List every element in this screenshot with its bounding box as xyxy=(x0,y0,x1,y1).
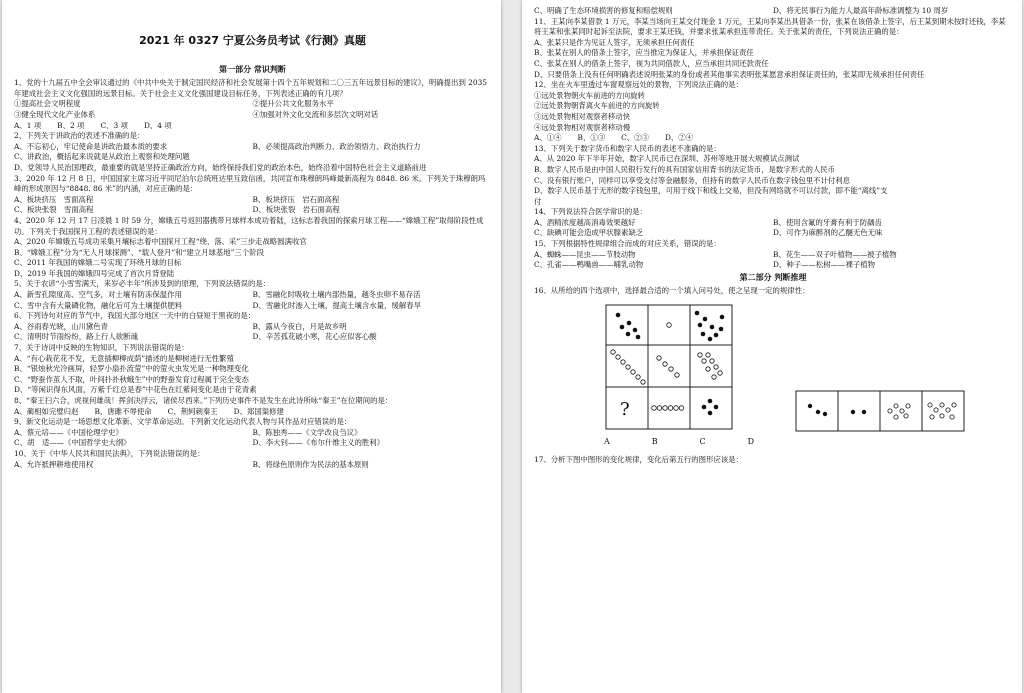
q15-row xyxy=(534,250,1012,261)
q14-row xyxy=(534,218,1012,229)
q1-option: C、3 项 xyxy=(100,120,128,130)
cell-6-dots xyxy=(698,353,722,379)
option-label-a: A xyxy=(604,436,610,446)
paper-title: 2021 年 0327 宁夏公务员考试《行测》真题 xyxy=(139,34,366,47)
q6-option: A、谷雨春光晓，山川黛色青 xyxy=(14,321,109,331)
question-14-stem: 14、下列说法符合医学常识的是： xyxy=(534,207,647,217)
q16-options-figure xyxy=(794,389,994,433)
q2-option: D、党领导人民治国理政，最重要的就是坚持正确政治方向，始终保持我们党的政治本色，始终沿着中国特色社会主义道路前进 xyxy=(14,162,427,172)
option-label-d: D xyxy=(747,436,754,446)
option-label-b: B xyxy=(651,436,658,446)
q5-row xyxy=(14,301,491,312)
q11-option: D、只要借条上没有任何明确表述说明张某的身份或者其他事实表明张某愿意承担保证责任的，张某即无须承担任何责任 xyxy=(534,69,925,79)
q3-row xyxy=(14,195,491,206)
q8-options xyxy=(14,407,491,418)
q7-option: A、“有心栽花花不发，无意插柳柳成荫”描述的是柳树进行无性繁殖 xyxy=(14,353,234,363)
q9-option: D、李大钊——《布尔什维主义的胜利》 xyxy=(252,438,385,448)
q12-option: B、①③ xyxy=(577,133,606,143)
q5-row xyxy=(14,290,491,301)
question-16-stem: 16、从所给的四个选项中，选择最合适的一个填入问号处，使之呈现一定的规律性： xyxy=(534,286,810,296)
question-2-stem: 2、下列关于讲政治的表述不准确的是： xyxy=(14,131,145,141)
cell-3-dots xyxy=(695,311,725,342)
q2-option: A、不忘初心，牢记使命是讲政治最本质的要求 xyxy=(14,141,168,151)
q6-option: D、辛苦孤花破小寒，花心应似客心酸 xyxy=(252,332,377,342)
q4-option: D、2019 年我国的嫦娥四号完成了首次月背登陆 xyxy=(14,268,175,278)
q5-option: C、雪中含有大量磷化物，融化后可为土壤提供肥料 xyxy=(14,300,183,310)
q10-row xyxy=(534,6,1012,17)
cell-1-dots xyxy=(616,313,641,340)
option-label-c: C xyxy=(699,436,706,446)
q12-option: A、①④ xyxy=(534,133,562,143)
question-8-stem: 8、“秦王扫六合，虎视何雄哉！挥剑决浮云，诸侯尽西来。”下列历史事件不是发生在此诗所咏“秦王”在位期间的是： xyxy=(14,396,393,405)
q12-item: ①远处景物朝火车前进的方向旋转 xyxy=(534,90,645,100)
q6-row xyxy=(14,322,491,333)
question-6-stem: 6、下列诗句对应的节气中，我国大部分地区一天中的白昼短于黑夜的是： xyxy=(14,311,256,321)
q15-option: C、孔雀——鸭嘴兽——哺乳动物 xyxy=(534,260,644,270)
q1-option: B、2 项 xyxy=(57,120,85,130)
q13-option: A、从 2020 年下半年开始，数字人民币已在深圳、苏州等地开展大规模试点测试 xyxy=(534,154,800,164)
question-5-stem: 5、关于农谚“小雪雪满天，来岁必丰年”所涉及到的原理，下列说法错误的是： xyxy=(14,279,271,289)
option-d-dots xyxy=(928,403,956,419)
q12-item: ③远处景物相对观察者移动快 xyxy=(534,111,631,121)
left-page xyxy=(2,0,501,693)
q12-options xyxy=(534,133,1012,144)
q5-option: A、新雪孔隙度高、空气多，对土壤有防冻保温作用 xyxy=(14,290,182,300)
cell-5-dots xyxy=(657,356,679,377)
q15-option: D、种子——松树——裸子植物 xyxy=(773,260,876,270)
q12-option: D、②④ xyxy=(664,133,694,143)
grid-cell xyxy=(648,345,690,387)
q14-row xyxy=(534,228,1012,239)
q4-option: C、2011 年我国的嫦娥二号实现了环绕月球的目标 xyxy=(14,258,182,268)
q2-row xyxy=(14,142,491,153)
q15-option: A、蜘蛛——昆虫——节肢动物 xyxy=(534,249,636,259)
q15-option: B、花生——双子叶植物——被子植物 xyxy=(773,249,897,259)
q10-option: C、明确了生态环境损害的修复和赔偿规则 xyxy=(534,6,673,15)
q9-option: C、胡 适——《中国哲学史大纲》 xyxy=(14,438,131,448)
grid-cell xyxy=(606,305,648,345)
option-box-d xyxy=(922,391,964,431)
q15-row xyxy=(534,260,1012,271)
q10-option: D、将无民事行为能力人最高年龄标准调整为 10 周岁 xyxy=(773,6,949,15)
q9-option: A、蔡元培——《中国伦理学史》 xyxy=(14,427,123,437)
option-box-b xyxy=(838,391,880,431)
q9-option: B、陈独秀——《文学改良刍议》 xyxy=(252,427,362,437)
q9-row xyxy=(14,438,491,449)
question-13-stem: 13、下列关于数字货币和数字人民币的表述不准确的是： xyxy=(534,143,721,153)
q2-option: C、讲政治，概括起来说就是从政治上观察和处理问题 xyxy=(14,152,190,162)
q4-option: B、“嫦娥工程”分为“无人月球探测”、“载人登月”和“建立月球基地”三个阶段 xyxy=(14,247,264,257)
q1-option: A、1 项 xyxy=(14,120,42,130)
question-10-stem: 10、关于《中华人民共和国民法典》，下列说法错误的是： xyxy=(14,448,205,458)
question-17-stem: 17、分析下图中图形的变化规律，变化后第五行的图形应该是： xyxy=(534,455,743,465)
grid-cell xyxy=(690,387,732,429)
q10-option: A、允许抵押耕地使用权 xyxy=(14,459,94,469)
option-box-c xyxy=(880,391,922,431)
cell-8-dots xyxy=(652,406,684,411)
q5-option: B、雪融化时吸收土壤内部热量，越冬虫卵不易存活 xyxy=(252,290,421,300)
section-heading-1: 第一部分 常识判断 xyxy=(219,64,286,74)
q8-option: D、郑国渠修建 xyxy=(233,406,284,416)
q13-option: B、数字人民币是由中国人民银行发行的具有国家信用背书的法定货币，是数字形式的人民币 xyxy=(534,164,836,174)
q14-option: A、酒精浓度越高消毒效果越好 xyxy=(534,217,636,227)
q3-option: B、板块挤压 岩石面高程 xyxy=(252,194,340,204)
question-7-stem: 7、关于诗词中反映的生物知识，下列说法错误的是： xyxy=(14,343,189,353)
q1-item: ②提升公共文化服务水平 xyxy=(252,99,334,109)
q1-item: ③健全现代文化产业体系 xyxy=(14,109,96,119)
q11-option: A、张某只是作为见证人签字，无须承担任何责任 xyxy=(534,37,695,47)
question-11-stem: 11、王某向李某借款 1 万元，李某当场向王某交付现金 1 万元，王某向李某出具借条一份，张某在该借条上签字，后王某到期未按时还钱，李某将王某和张某同时起诉至法院，要求王某还钱，并要求张某承担连带责任。关于张某的责任，下列说法正确的是： xyxy=(534,16,1006,37)
q11-option: C、张某在别人的借条上签字，视为共同借款人，应当承担共同还款责任 xyxy=(534,58,769,68)
question-3-stem: 3、2020 年 12 月 8 日，中国国家主席习近平同尼泊尔总统班达里互致信函，共同宣布珠穆朗玛峰最新高程为 8848. 86 米。下列关于珠穆朗玛峰的形成原因与“8848. 86 米”的内涵，对应正确的是： xyxy=(14,173,486,194)
q7-option: C、“野蚕作茧人不取，叶间扑扑秋蛾生”中的野蚕发育过程属于完全变态 xyxy=(14,374,249,384)
q13-option: C、没有银行账户，同样可以享受支付等金融服务，但持有的数字人民币在数字钱包里不计付利息 xyxy=(534,175,851,185)
q2-option: B、必须提高政治判断力、政治领悟力、政治执行力 xyxy=(252,141,421,151)
question-1-stem: 1、党的十九届五中全会审议通过的《中共中央关于制定国民经济和社会发展第十四个五年规划和二〇三五年远景目标的建议》，明确提出到 2035 年建成社会主义文化强国的远景目标。关于社会主义文化强国建设目标任务，下列表述正确的有几项？ xyxy=(14,78,487,98)
cell-2-dots xyxy=(667,323,672,328)
q1-item: ①提高社会文明程度 xyxy=(14,99,81,109)
q1-item: ④加强对外文化交流和多层次文明对话 xyxy=(252,109,379,119)
q5-option: D、雪融化时渗入土壤，提高土壤含水量，缓解春旱 xyxy=(252,300,422,310)
q13-option: D、数字人民币基于无形的数字钱包里，可用于线下和线上交易，但没有网络就不可以付款，即不能“离线”支 xyxy=(534,186,888,196)
q3-option: A、板块挤压 雪面高程 xyxy=(14,194,94,204)
q8-option: A、蔺相如完璧归赵 xyxy=(14,406,79,416)
q14-option: C、缺碘可能会造成甲状腺素缺乏 xyxy=(534,228,644,238)
grid-cell xyxy=(648,305,690,345)
q7-option: B、“银烛秋光冷画屏，轻罗小扇扑流萤”中的萤火虫发光是一种物理变化 xyxy=(14,364,249,374)
q4-option: A、2020 年嫦娥五号成功采集月壤标志着中国探月工程“绕、落、采”三步走战略圆满收官 xyxy=(14,237,307,247)
q16-option-labels xyxy=(604,437,754,448)
q9-row xyxy=(14,428,491,439)
q10-row xyxy=(14,460,491,471)
option-a-dots xyxy=(808,404,827,416)
cell-4-dots xyxy=(611,350,645,384)
cell-9-dots xyxy=(702,399,719,416)
question-1-items-row xyxy=(14,110,491,121)
option-b-dots xyxy=(851,410,866,414)
q3-option: D、板块张裂 岩石面高程 xyxy=(252,205,340,215)
q3-option: C、板块张裂 雪面高程 xyxy=(14,205,94,215)
q13-option-continued: 付 xyxy=(534,196,542,206)
q8-option: B、唐雎不辱使命 xyxy=(94,406,152,416)
q6-row xyxy=(14,332,491,343)
question-9-stem: 9、新文化运动是一场思想文化革新、文学革命运动。下列新文化运动代表人物与其作品对应错误的是： xyxy=(14,417,352,427)
q11-option: B、张某在别人的借条上签字，应当推定为保证人，并承担保证责任 xyxy=(534,48,754,58)
q16-figure-grid xyxy=(604,303,744,433)
q3-row xyxy=(14,205,491,216)
grid-cell xyxy=(690,345,732,387)
q6-option: C、清明时节雨纷纷，路上行人欲断魂 xyxy=(14,332,138,342)
q12-item: ④远处景物相对观察者移动慢 xyxy=(534,122,631,132)
q14-option: B、使用含氟的牙膏有利于防龋齿 xyxy=(773,217,882,227)
question-4-stem: 4、2020 年 12 月 17 日凌晨 1 时 59 分，嫦娥五号返回器携带月球样本成功着陆，这标志着我国的探索月球工程——“嫦娥工程”取得阶段性成功。下列关于我国探月工程的表述错误的是： xyxy=(14,215,484,236)
question-12-stem: 12、坐在火车里透过车窗观察远处的景物，下列说法正确的是： xyxy=(534,80,743,90)
q12-item: ②远处景物朝背离火车前进的方向旋转 xyxy=(534,101,660,111)
q12-option: C、②③ xyxy=(621,133,649,143)
q7-option: D、“等闲识得东风面，万紫千红总是春”中花色在红紫间变化是由于花青素 xyxy=(14,385,257,395)
q1-option: D、4 项 xyxy=(143,120,172,130)
question-15-stem: 15、下列根据特性规律组合而成的对应关系，错误的是： xyxy=(534,239,721,249)
q10-option: B、将绿色原则作为民法的基本原则 xyxy=(252,459,369,469)
question-1-options xyxy=(14,121,491,132)
question-mark: ? xyxy=(620,399,630,421)
section-heading-2: 第二部分 判断推理 xyxy=(739,272,807,282)
question-1-items-row xyxy=(14,99,491,110)
q14-option: D、可作为麻醉剂的乙醚无色无味 xyxy=(773,228,883,238)
q6-option: B、露从今夜白，月是故乡明 xyxy=(252,321,347,331)
option-c-dots xyxy=(888,404,910,419)
q8-option: C、荆轲刺秦王 xyxy=(167,406,218,416)
right-page xyxy=(522,0,1022,693)
